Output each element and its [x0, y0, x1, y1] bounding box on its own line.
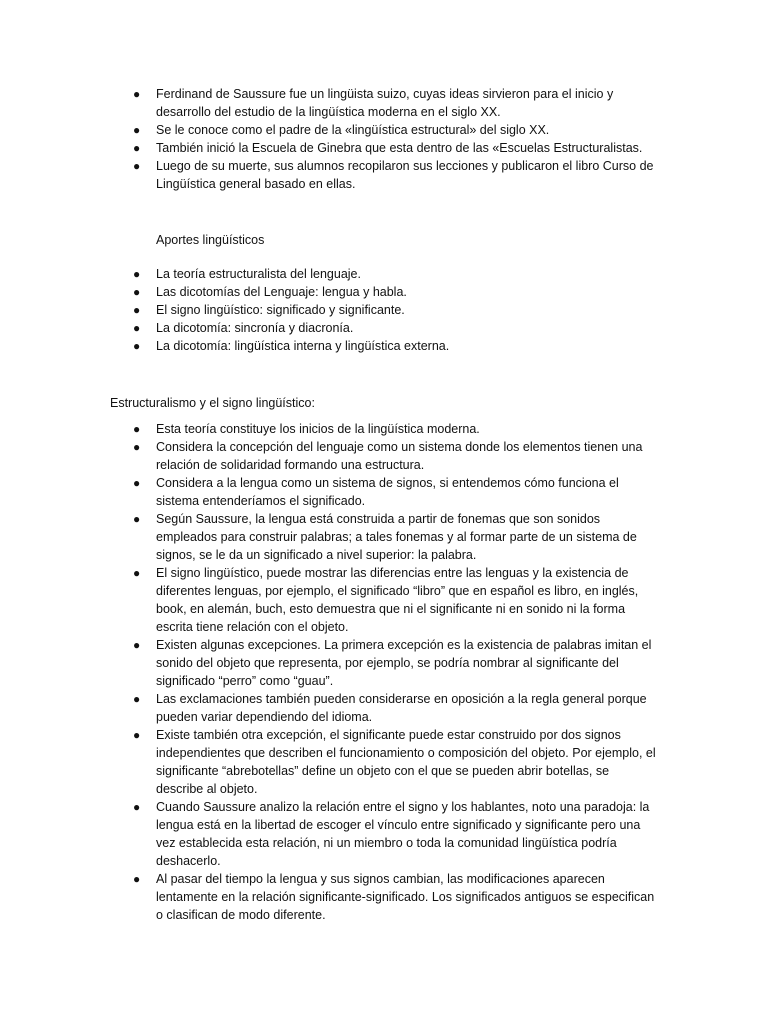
item-text: Considera la concepción del lenguaje como un sistema donde los elementos tienen una relación de solidaridad formando una estructura. — [156, 440, 643, 472]
bullet-icon: ● — [133, 123, 141, 137]
bullet-icon: ● — [133, 87, 141, 101]
aportes-heading: Aportes lingüísticos — [156, 233, 265, 247]
item-text: Cuando Saussure analizo la relación entre el signo y los hablantes, noto una paradoja: la lengua está en la libertad de escoger el vínculo entre significado y significante pero una vez establecida esta relación, ni un miembro o toda la comunidad lingüística podría deshacerlo. — [156, 800, 650, 868]
item-text: La dicotomía: lingüística interna y lingüística externa. — [156, 339, 450, 353]
item-text: También inició la Escuela de Ginebra que esta dentro de las «Escuelas Estructuralistas. — [156, 141, 643, 155]
list-item — [110, 337, 658, 355]
bullet-icon: ● — [133, 800, 141, 814]
bullet-icon: ● — [133, 638, 141, 652]
list-item — [110, 474, 658, 510]
list-item — [110, 85, 658, 121]
item-text: El signo lingüístico: significado y significante. — [156, 303, 405, 317]
item-text: La teoría estructuralista del lenguaje. — [156, 267, 361, 281]
list-item — [110, 301, 658, 319]
list-item — [110, 870, 658, 924]
bullet-icon: ● — [133, 512, 141, 526]
estructuralismo-heading: Estructuralismo y el signo lingüístico: — [110, 396, 315, 410]
bullet-icon: ● — [133, 566, 141, 580]
item-text: El signo lingüístico, puede mostrar las diferencias entre las lenguas y la existencia de diferentes lenguas, por ejemplo, el significado “libro” que en español es libro, en inglés, book, en alemán, buch, esto demuestra que ni el significante ni en sonido ni la forma escrita tiene relación con el objeto. — [156, 566, 639, 634]
bullet-icon: ● — [133, 159, 141, 173]
list-item — [110, 690, 658, 726]
bullet-icon: ● — [133, 476, 141, 490]
list-item — [110, 438, 658, 474]
item-text: Ferdinand de Saussure fue un lingüista suizo, cuyas ideas sirvieron para el inicio y desarrollo del estudio de la lingüística moderna en el siglo XX. — [156, 87, 614, 119]
item-text: Según Saussure, la lengua está construida a partir de fonemas que son sonidos empleados para construir palabras; a tales fonemas y al formar parte de un sistema de signos, se le da un significado a nivel superior: la palabra. — [156, 512, 637, 562]
list-item — [110, 121, 658, 139]
list-item — [110, 510, 658, 564]
list-item — [110, 636, 658, 690]
item-text: Las dicotomías del Lenguaje: lengua y habla. — [156, 285, 407, 299]
item-text: Luego de su muerte, sus alumnos recopilaron sus lecciones y publicaron el libro Curso de Lingüística general basado en ellas. — [156, 159, 654, 191]
item-text: Las exclamaciones también pueden considerarse en oposición a la regla general porque pueden variar dependiendo del idioma. — [156, 692, 647, 724]
bullet-icon: ● — [133, 440, 141, 454]
item-text: Existen algunas excepciones. La primera excepción es la existencia de palabras imitan el sonido del objeto que representa, por ejemplo, se podría nombrar al significante del significado “perro” como “guau”. — [156, 638, 652, 688]
list-item — [110, 265, 658, 283]
list-item — [110, 798, 658, 870]
list-item — [110, 564, 658, 636]
bullet-icon: ● — [133, 728, 141, 742]
list-item — [110, 157, 658, 193]
bullet-icon: ● — [133, 339, 141, 353]
item-text: Considera a la lengua como un sistema de signos, si entendemos cómo funciona el sistema entenderíamos el significado. — [156, 476, 619, 508]
item-text: La dicotomía: sincronía y diacronía. — [156, 321, 354, 335]
bullet-icon: ● — [133, 321, 141, 335]
list-item — [110, 726, 658, 798]
bullet-icon: ● — [133, 303, 141, 317]
bullet-icon: ● — [133, 872, 141, 886]
bullet-icon: ● — [133, 422, 141, 436]
list-item — [110, 420, 658, 438]
item-text: Esta teoría constituye los inicios de la lingüística moderna. — [156, 422, 480, 436]
aportes-list — [110, 265, 658, 355]
intro-list — [110, 85, 658, 193]
bullet-icon: ● — [133, 267, 141, 281]
list-item — [110, 319, 658, 337]
bullet-icon: ● — [133, 285, 141, 299]
bullet-icon: ● — [133, 692, 141, 706]
estructuralismo-list — [110, 420, 658, 924]
list-item — [110, 139, 658, 157]
item-text: Existe también otra excepción, el significante puede estar construido por dos signos independientes que describen el funcionamiento o composición del objeto. Por ejemplo, el significante “abrebotellas” define un objeto con el que se pueden abrir botellas, se describe al objeto. — [156, 728, 656, 796]
item-text: Se le conoce como el padre de la «lingüística estructural» del siglo XX. — [156, 123, 550, 137]
list-item — [110, 283, 658, 301]
bullet-icon: ● — [133, 141, 141, 155]
item-text: Al pasar del tiempo la lengua y sus signos cambian, las modificaciones aparecen lentamente en la relación significante-significado. Los significados antiguos se especifican o clasifican de modo diferente. — [156, 872, 655, 922]
